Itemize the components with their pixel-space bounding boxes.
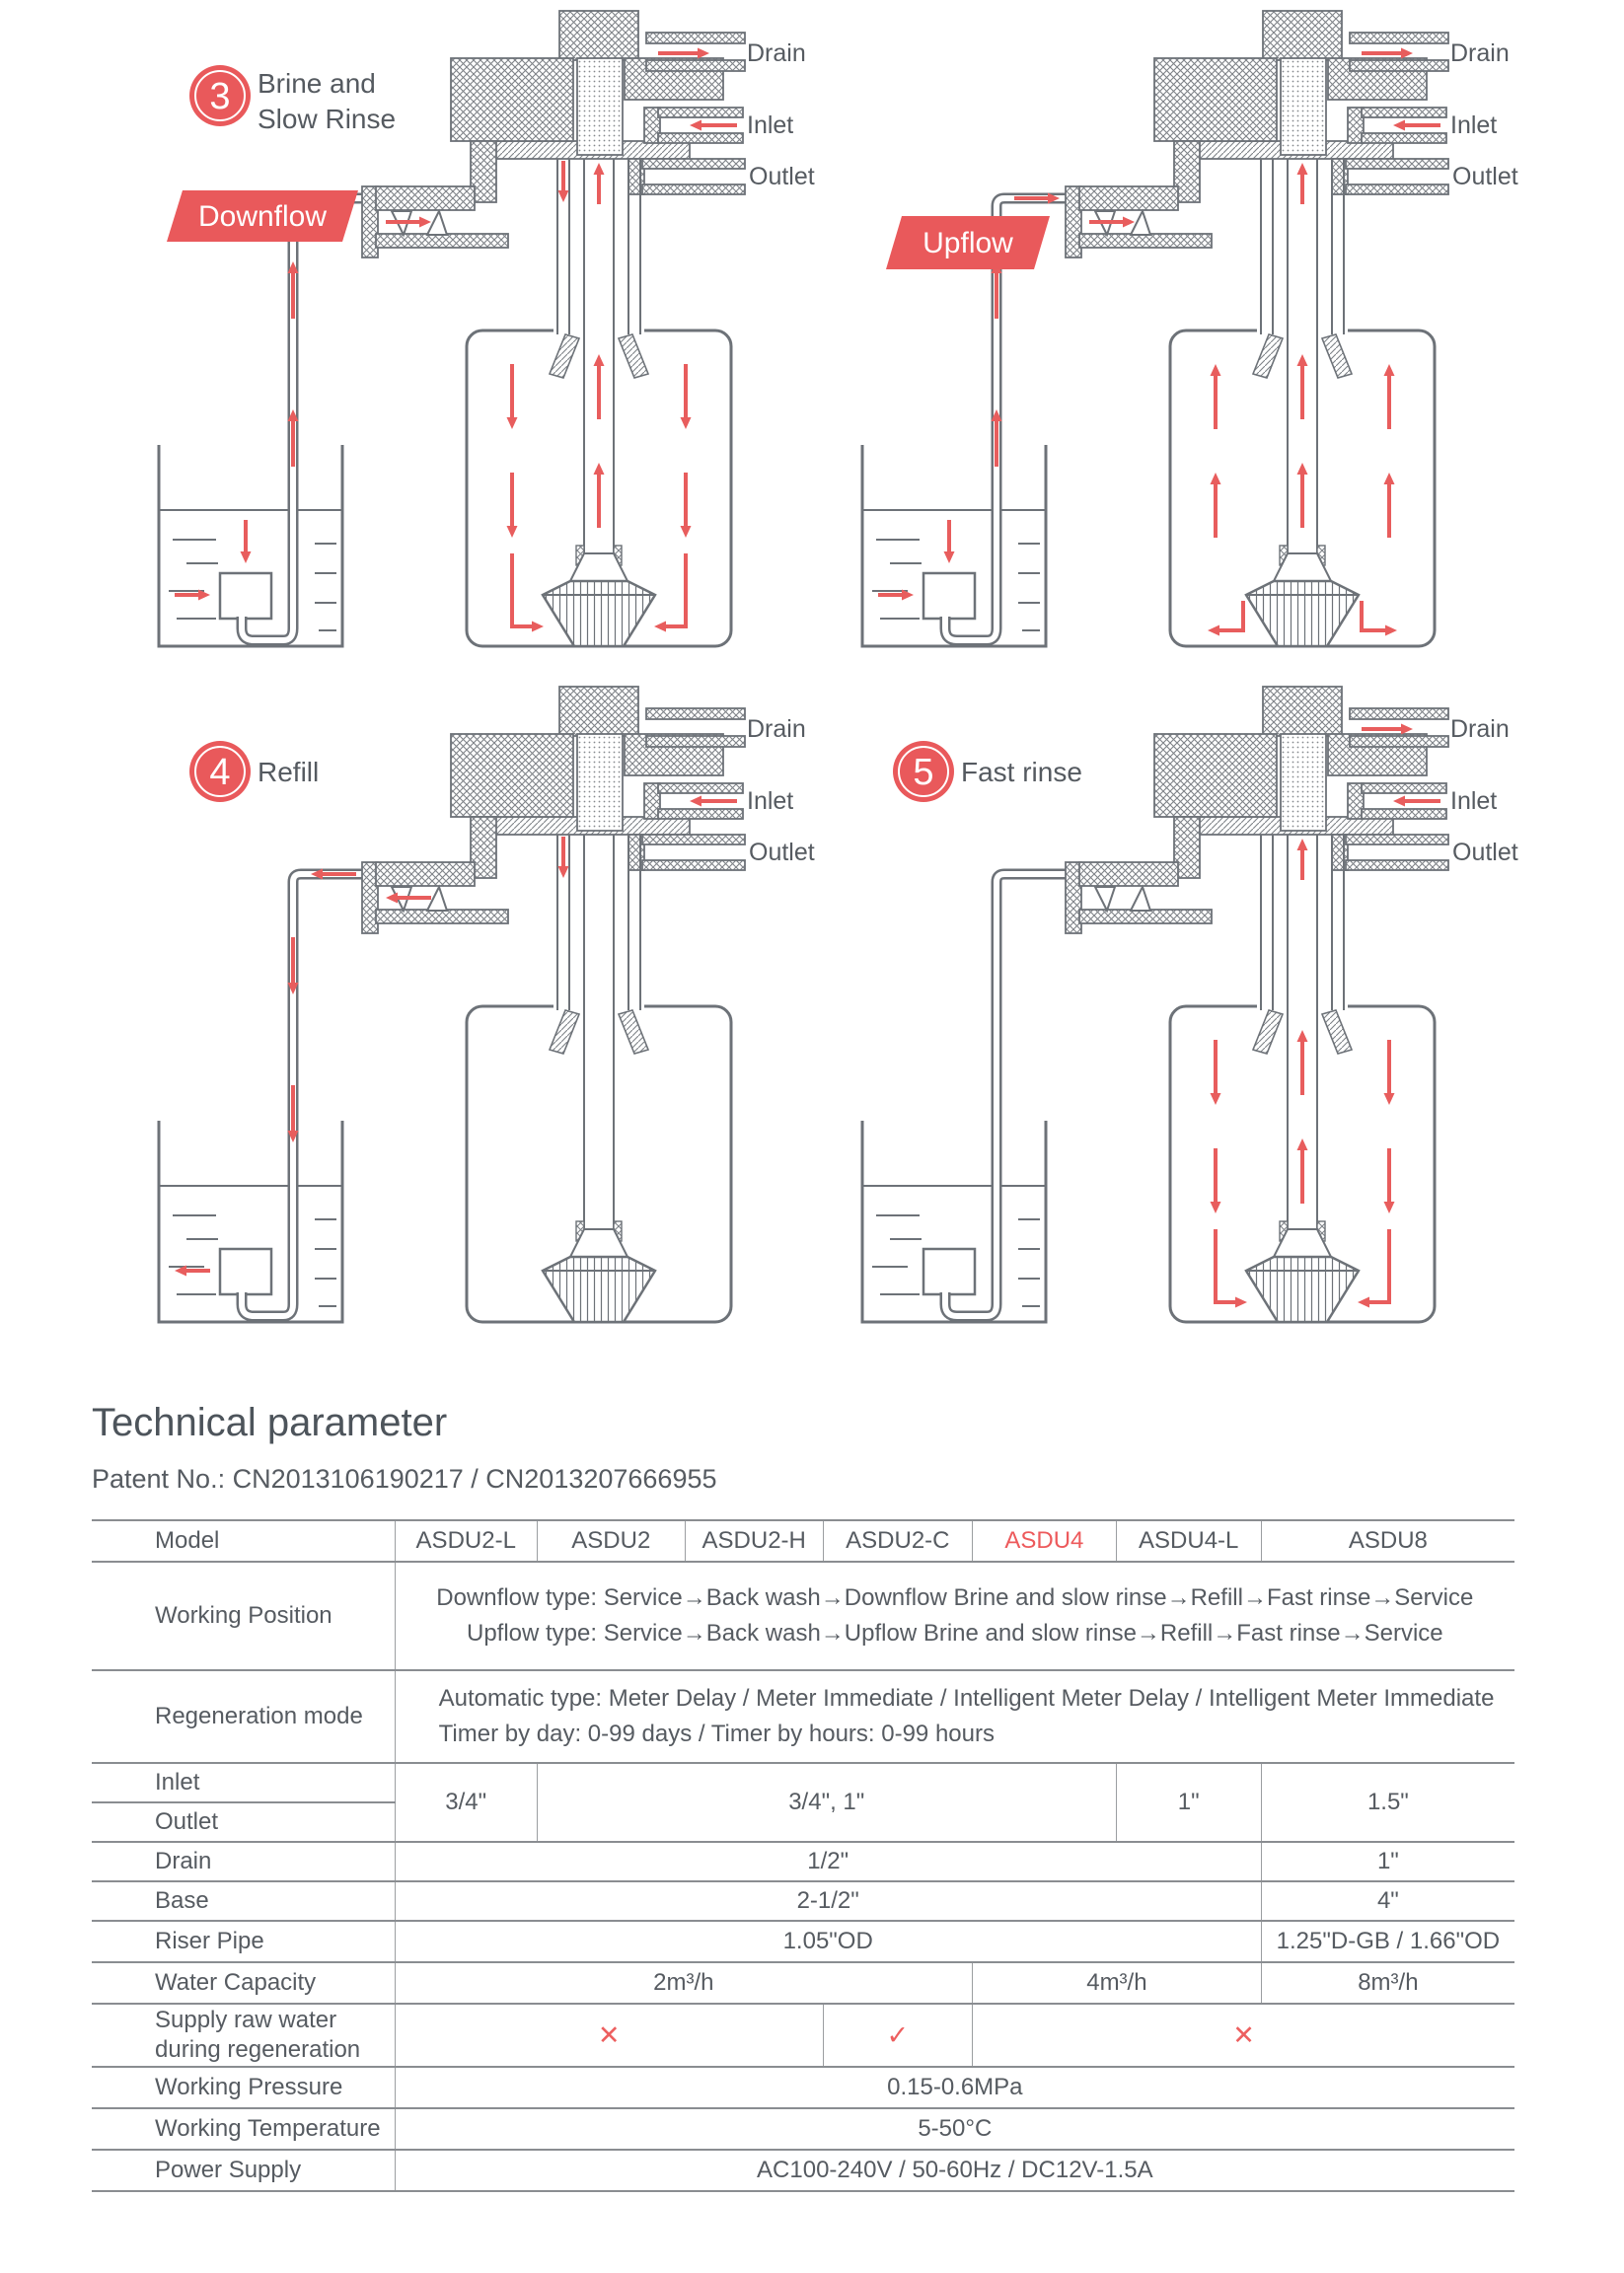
power-supply-label: Power Supply xyxy=(92,2150,395,2191)
riser-pipe-size-1: 1.05"OD xyxy=(395,1921,1261,1962)
supply-no-mark-2: ✕ xyxy=(973,2004,1514,2067)
section-title: Technical parameter xyxy=(92,1401,448,1444)
outlet-label: Outlet xyxy=(1452,839,1518,866)
inlet-label: Inlet xyxy=(747,787,794,815)
riser-pipe-row-label: Riser Pipe xyxy=(92,1921,395,1962)
inlet-outlet-size-4: 1.5" xyxy=(1261,1763,1514,1842)
regeneration-mode-label: Regeneration mode xyxy=(92,1670,395,1763)
supply-raw-water-label xyxy=(92,2004,395,2067)
water-capacity-1: 2m³/h xyxy=(395,1962,972,2004)
step-title: Refill xyxy=(258,757,320,787)
outlet-label: Outlet xyxy=(749,839,815,866)
regeneration-timer: Timer by day: 0-99 days / Timer by hours: 0-99 hours xyxy=(438,1721,995,1747)
outlet-label: Outlet xyxy=(749,163,815,190)
inlet-outlet-size-1: 3/4" xyxy=(395,1763,537,1842)
table-row-power-supply xyxy=(92,2150,1514,2191)
inlet-outlet-size-2: 3/4", 1" xyxy=(537,1763,1116,1842)
step-title-line2: Slow Rinse xyxy=(258,104,397,134)
table-row-inlet xyxy=(92,1763,1514,1802)
diagram-brine-slow-rinse-upflow xyxy=(797,5,1527,661)
drain-label: Drain xyxy=(747,39,806,67)
inlet-outlet-size-3: 1" xyxy=(1116,1763,1261,1842)
drain-size-1: 1/2" xyxy=(395,1842,1261,1881)
diagram-refill xyxy=(94,681,824,1337)
step-number: 3 xyxy=(209,76,231,117)
inlet-row-label: Inlet xyxy=(92,1763,395,1802)
working-temperature-label: Working Temperature xyxy=(92,2108,395,2150)
inlet-label: Inlet xyxy=(1450,111,1498,139)
inlet-label: Inlet xyxy=(1450,787,1498,815)
working-temperature-value: 5-50°C xyxy=(395,2108,1514,2150)
step-number: 4 xyxy=(209,752,231,793)
table-row-working-pressure xyxy=(92,2067,1514,2108)
model-asdu2-c: ASDU2-C xyxy=(823,1520,972,1562)
table-row-base xyxy=(92,1881,1514,1921)
table-row-working-position xyxy=(92,1562,1514,1670)
working-position-upflow: Upflow type: Service→Back wash→Upflow Brine and slow rinse→Refill→Fast rinse→Service xyxy=(466,1620,1443,1647)
outlet-row-label: Outlet xyxy=(92,1802,395,1842)
regeneration-mode-value xyxy=(395,1670,1514,1763)
diagram-brine-slow-rinse-downflow xyxy=(94,5,824,661)
table-row-water-capacity xyxy=(92,1962,1514,2004)
upflow-badge-label: Upflow xyxy=(923,227,1013,259)
step-title-line1: Brine and xyxy=(258,68,376,99)
model-asdu4-l: ASDU4-L xyxy=(1116,1520,1261,1562)
downflow-badge xyxy=(167,190,358,242)
base-size-2: 4" xyxy=(1261,1881,1514,1921)
drain-label: Drain xyxy=(1450,715,1510,743)
working-pressure-value: 0.15-0.6MPa xyxy=(395,2067,1514,2108)
step-number-badge xyxy=(189,741,251,802)
inlet-label: Inlet xyxy=(747,111,794,139)
patent-number: Patent No.: CN2013106190217 / CN2013207666955 xyxy=(92,1464,717,1494)
model-asdu4-highlighted: ASDU4 xyxy=(973,1520,1117,1562)
model-label: Model xyxy=(92,1520,395,1562)
water-capacity-3: 8m³/h xyxy=(1261,1962,1514,2004)
drain-size-2: 1" xyxy=(1261,1842,1514,1881)
working-pressure-label: Working Pressure xyxy=(92,2067,395,2108)
riser-pipe-size-2: 1.25"D-GB / 1.66"OD xyxy=(1261,1921,1514,1962)
step-number-badge xyxy=(893,741,954,802)
model-asdu8: ASDU8 xyxy=(1261,1520,1514,1562)
table-row-working-temperature xyxy=(92,2108,1514,2150)
model-asdu2-l: ASDU2-L xyxy=(395,1520,537,1562)
regeneration-automatic: Automatic type: Meter Delay / Meter Immediate / Intelligent Meter Delay / Intelligent Meter Immediate xyxy=(438,1685,1495,1712)
water-capacity-2: 4m³/h xyxy=(973,1962,1262,2004)
model-asdu2: ASDU2 xyxy=(537,1520,685,1562)
working-position-label: Working Position xyxy=(92,1562,395,1670)
model-asdu2-h: ASDU2-H xyxy=(685,1520,823,1562)
table-row-riser-pipe xyxy=(92,1921,1514,1962)
table-row-model xyxy=(92,1520,1514,1562)
outlet-label: Outlet xyxy=(1452,163,1518,190)
table-row-regeneration-mode xyxy=(92,1670,1514,1763)
supply-raw-water-label-line1: Supply raw water xyxy=(155,2007,337,2033)
supply-no-mark-1: ✕ xyxy=(395,2004,823,2067)
drain-label: Drain xyxy=(747,715,806,743)
water-capacity-row-label: Water Capacity xyxy=(92,1962,395,2004)
drain-row-label: Drain xyxy=(92,1842,395,1881)
base-row-label: Base xyxy=(92,1881,395,1921)
step-title: Fast rinse xyxy=(961,757,1082,787)
table-row-drain xyxy=(92,1842,1514,1881)
table-row-supply-raw-water xyxy=(92,2004,1514,2067)
downflow-badge-label: Downflow xyxy=(197,200,328,233)
working-position-downflow: Downflow type: Service→Back wash→Downflow Brine and slow rinse→Refill→Fast rinse→Service xyxy=(436,1584,1474,1611)
step-number-badge xyxy=(189,65,251,126)
diagram-fast-rinse xyxy=(797,681,1527,1337)
step-number: 5 xyxy=(913,752,934,793)
working-position-value xyxy=(395,1562,1514,1670)
power-supply-value: AC100-240V / 50-60Hz / DC12V-1.5A xyxy=(395,2150,1514,2191)
base-size-1: 2-1/2" xyxy=(395,1881,1261,1921)
upflow-badge xyxy=(886,216,1050,269)
supply-yes-mark: ✓ xyxy=(823,2004,972,2067)
drain-label: Drain xyxy=(1450,39,1510,67)
technical-parameter-table xyxy=(92,1519,1514,2192)
supply-raw-water-label-line2: during regeneration xyxy=(155,2036,361,2063)
